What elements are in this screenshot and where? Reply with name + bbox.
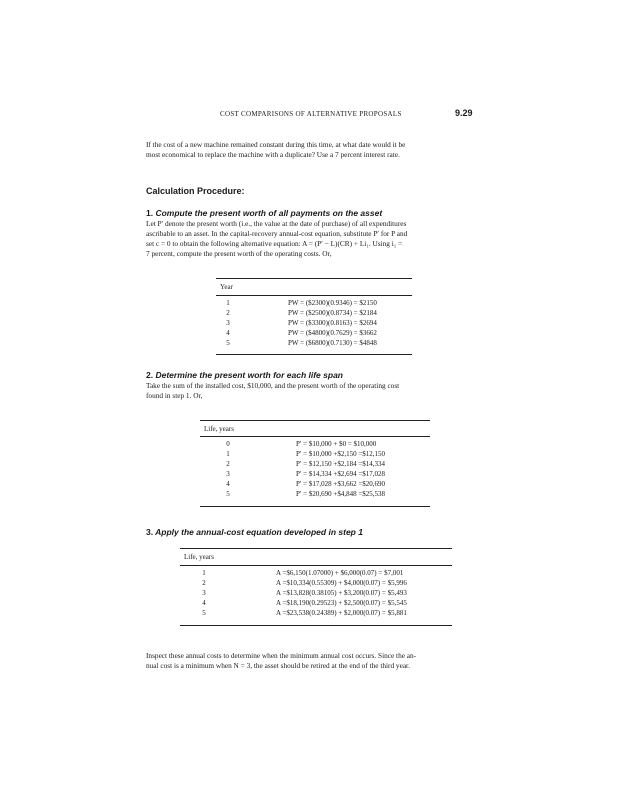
procedure-heading: Calculation Procedure: xyxy=(146,186,245,196)
life-cell: 1 xyxy=(202,569,206,577)
annual-cost-expression: A =$6,150(1.07000) + $6,000(0.07) = $7,001 xyxy=(276,569,404,577)
table-row xyxy=(200,490,430,500)
table-row xyxy=(180,569,452,579)
table-row xyxy=(180,599,452,609)
year-cell: 1 xyxy=(226,299,230,307)
life-cell: 1 xyxy=(226,450,230,458)
table-row xyxy=(200,480,430,490)
step-number: 2. xyxy=(146,370,154,380)
page-number: 9.29 xyxy=(455,108,473,118)
step2-line: found in step 1. Or, xyxy=(146,391,203,400)
pw-expression: PW = ($3300)(0.8163) = $2694 xyxy=(288,319,377,327)
intro-paragraph xyxy=(146,140,476,160)
p-prime-expression: P′ = $10,000 + $0 = $10,000 xyxy=(296,440,377,448)
step-title: Determine the present worth for each life span xyxy=(155,370,343,380)
table-bottom-rule xyxy=(180,625,452,626)
life-cell: 5 xyxy=(226,490,230,498)
table-header-rule xyxy=(200,436,430,437)
step-number: 1. xyxy=(146,208,154,218)
column-header-life: Life, years xyxy=(204,425,234,433)
life-cell: 0 xyxy=(226,440,230,448)
table-header-rule xyxy=(180,565,452,566)
life-cell: 2 xyxy=(202,579,206,587)
step2-heading xyxy=(146,370,343,380)
table-row xyxy=(216,319,412,329)
annual-cost-expression: A =$18,190(0.29523) + $2,500(0.07) = $5,545 xyxy=(276,599,407,607)
year-cell: 4 xyxy=(226,329,230,337)
year-cell: 2 xyxy=(226,309,230,317)
column-header-life: Life, years xyxy=(184,553,214,561)
step-number: 3. xyxy=(146,527,154,537)
table-row xyxy=(200,450,430,460)
table-top-rule xyxy=(180,548,452,549)
column-header-year: Year xyxy=(220,283,233,291)
p-prime-expression: P′ = $20,690 +$4,848 =$25,538 xyxy=(296,490,386,498)
step1-line: Let P′ denote the present worth (i.e., the value at the date of purchase) of all expenditures xyxy=(146,219,407,228)
p-prime-expression: P′ = $12,150 +$2,184 =$14,334 xyxy=(296,460,386,468)
step2-line: Take the sum of the installed cost, $10,000, and the present worth of the operating cost xyxy=(146,381,400,390)
conclusion-paragraph xyxy=(146,651,476,671)
table-row xyxy=(180,579,452,589)
life-cell: 5 xyxy=(202,609,206,617)
table-bottom-rule xyxy=(200,506,430,507)
annual-cost-expression: A =$10,334(0.55309) + $4,000(0.07) = $5,996 xyxy=(276,579,407,587)
table-row xyxy=(200,470,430,480)
table-row xyxy=(216,309,412,319)
step-title: Apply the annual-cost equation developed in step 1 xyxy=(155,527,363,537)
step1-line: 7 percent, compute the present worth of the operating costs. Or, xyxy=(146,249,332,258)
intro-line: most economical to replace the machine with a duplicate? Use a 7 percent interest rate. xyxy=(146,150,400,159)
life-cell: 3 xyxy=(202,589,206,597)
life-present-worth-table xyxy=(200,420,430,520)
p-prime-expression: P′ = $14,334 +$2,694 =$17,028 xyxy=(296,470,386,478)
conclusion-line: Inspect these annual costs to determine when the minimum annual cost occurs. Since the an- xyxy=(146,651,417,660)
annual-cost-expression: A =$23,538(0.24389) + $2,000(0.07) = $5,881 xyxy=(276,609,407,617)
step1-heading xyxy=(146,208,382,218)
life-cell: 4 xyxy=(202,599,206,607)
year-cell: 3 xyxy=(226,319,230,327)
conclusion-line: nual cost is a minimum when N = 3, the asset should be retired at the end of the third year. xyxy=(146,661,410,670)
step1-paragraph xyxy=(146,219,476,259)
life-cell: 2 xyxy=(226,460,230,468)
table-row xyxy=(200,440,430,450)
p-prime-expression: P′ = $10,000 +$2,150 =$12,150 xyxy=(296,450,386,458)
step3-heading xyxy=(146,527,363,537)
table-bottom-rule xyxy=(216,354,412,355)
table-row xyxy=(216,329,412,339)
step1-line: set c = 0 to obtain the following alternative equation: A = (P′ − L)(CR) + Li₁. Using i₁ = xyxy=(146,239,403,248)
pw-expression: PW = ($4800)(0.7629) = $3662 xyxy=(288,329,377,337)
running-header: COST COMPARISONS OF ALTERNATIVE PROPOSALS xyxy=(220,110,402,118)
pw-expression: PW = ($2500)(0.8734) = $2184 xyxy=(288,309,377,317)
step-title: Compute the present worth of all payments on the asset xyxy=(155,208,383,218)
table-row xyxy=(180,609,452,619)
table-header-rule xyxy=(216,295,412,296)
annual-cost-table xyxy=(180,548,452,634)
step2-paragraph xyxy=(146,381,476,401)
table-top-rule xyxy=(216,278,412,279)
table-row xyxy=(200,460,430,470)
p-prime-expression: P′ = $17,028 +$3,662 =$20,690 xyxy=(296,480,386,488)
table-top-rule xyxy=(200,420,430,421)
year-cell: 5 xyxy=(226,339,230,347)
pw-expression: PW = ($2300)(0.9346) = $2150 xyxy=(288,299,377,307)
pw-expression: PW = ($6800)(0.7130) = $4848 xyxy=(288,339,377,347)
table-row xyxy=(216,339,412,349)
step1-line: ascribable to an asset. In the capital-recovery annual-cost equation, substitute P′ for P and xyxy=(146,229,408,238)
annual-cost-expression: A =$13,828(0.38105) + $3,200(0.07) = $5,493 xyxy=(276,589,407,597)
life-cell: 3 xyxy=(226,470,230,478)
life-cell: 4 xyxy=(226,480,230,488)
table-row xyxy=(180,589,452,599)
intro-line: If the cost of a new machine remained constant during this time, at what date would it be xyxy=(146,140,406,149)
present-worth-table xyxy=(216,278,412,368)
table-row xyxy=(216,299,412,309)
